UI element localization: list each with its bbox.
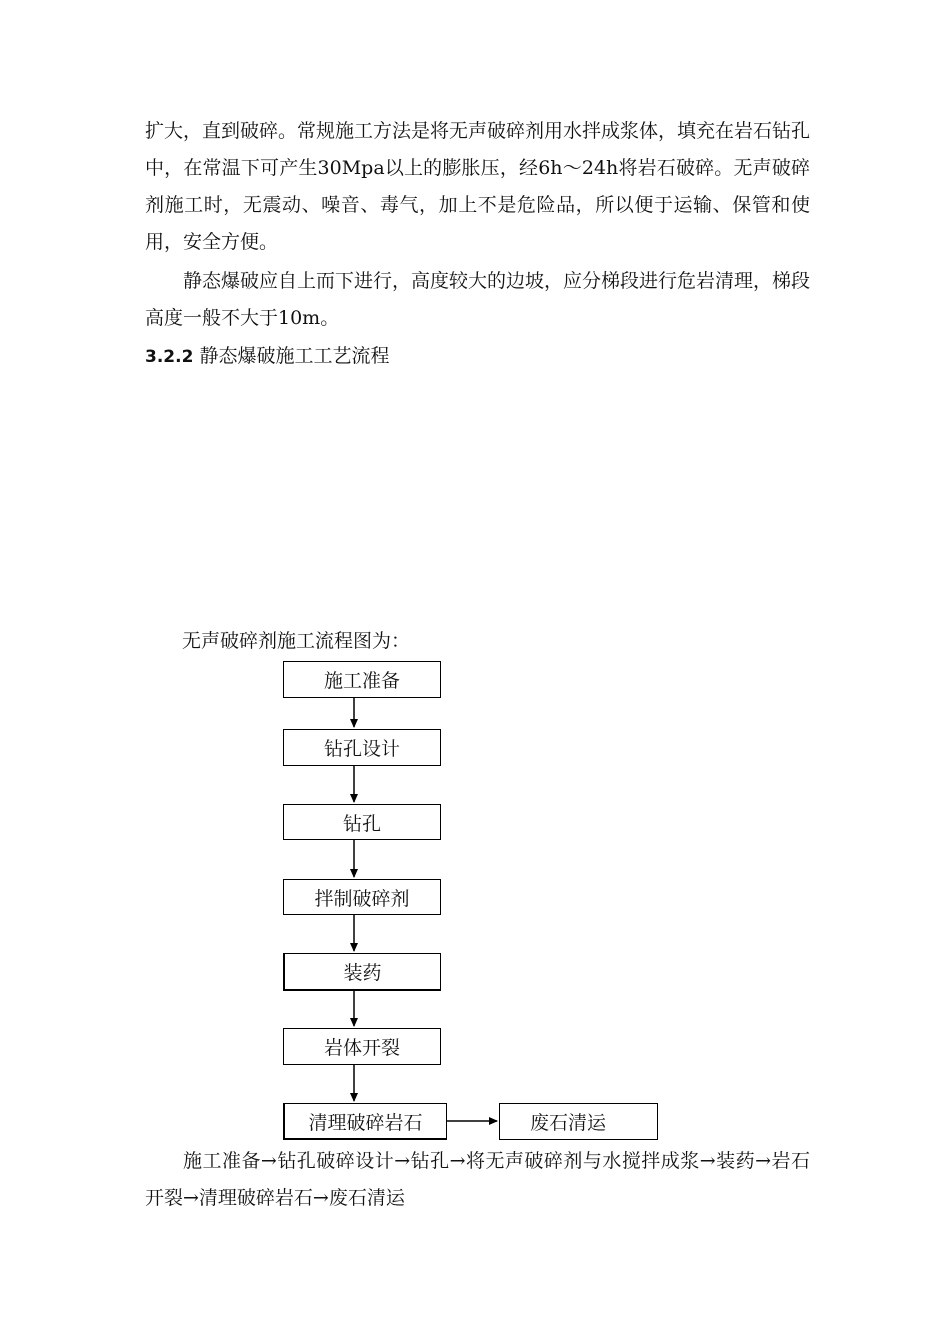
flow-step-2: 钻孔设计 [283,729,441,766]
flow-step-6: 岩体开裂 [283,1028,441,1065]
flowchart-caption: 无声破碎剂施工流程图为： [182,630,411,652]
flow-step-5: 装药 [283,953,441,991]
flow-side-step: 废石清运 [499,1103,658,1140]
paragraph-2: 静态爆破应自上而下进行，高度较大的边坡，应分梯段进行危岩清理，梯段高度一般不大于10m。 [145,270,811,329]
flow-step-4: 拌制破碎剂 [283,879,441,915]
paragraph-1: 扩大，直到破碎。常规施工方法是将无声破碎剂用水拌成浆体，填充在岩石钻孔中，在常温下可产生30Mpa以上的膨胀压，经6h～24h将岩石破碎。无声破碎剂施工时，无震动、噪音、毒气，加上不是危险品，所以便于运输、保管和使用，安全方便。 [145,120,811,253]
flow-step-1: 施工准备 [283,661,441,698]
paragraph-3: 施工准备→钻孔破碎设计→钻孔→将无声破碎剂与水搅拌成浆→装药→岩石开裂→清理破碎岩石→废石清运 [145,1150,810,1209]
flow-step-3: 钻孔 [283,804,441,840]
section-number: 3.2.2 [145,347,194,367]
section-title: 静态爆破施工工艺流程 [199,345,390,367]
flow-step-7: 清理破碎岩石 [283,1103,447,1140]
